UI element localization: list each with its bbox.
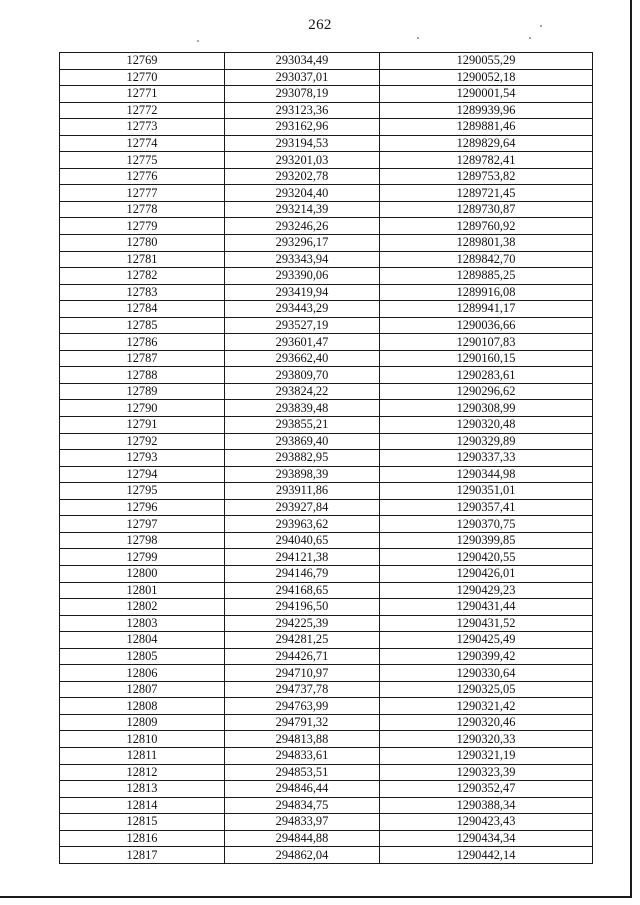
x-coordinate-cell: 293204,40 <box>225 185 380 202</box>
table-row <box>60 119 593 136</box>
table-row <box>60 764 593 781</box>
table-row <box>60 814 593 831</box>
scan-speck <box>417 37 419 39</box>
table-row <box>60 102 593 119</box>
y-coordinate-cell: 1290431,52 <box>380 615 593 632</box>
table-row <box>60 383 593 400</box>
y-coordinate-cell: 1289939,96 <box>380 102 593 119</box>
point-number-cell: 12805 <box>60 648 225 665</box>
y-coordinate-cell: 1290320,48 <box>380 417 593 434</box>
y-coordinate-cell: 1290321,42 <box>380 698 593 715</box>
point-number-cell: 12799 <box>60 549 225 566</box>
table-row <box>60 152 593 169</box>
y-coordinate-cell: 1289916,08 <box>380 284 593 301</box>
point-number-cell: 12797 <box>60 516 225 533</box>
x-coordinate-cell: 294426,71 <box>225 648 380 665</box>
point-number-cell: 12791 <box>60 417 225 434</box>
page-number: 262 <box>308 17 332 33</box>
x-coordinate-cell: 293201,03 <box>225 152 380 169</box>
table-row <box>60 350 593 367</box>
y-coordinate-cell: 1289885,25 <box>380 268 593 285</box>
y-coordinate-cell: 1289782,41 <box>380 152 593 169</box>
x-coordinate-cell: 294710,97 <box>225 665 380 682</box>
x-coordinate-cell: 294737,78 <box>225 681 380 698</box>
table-row <box>60 747 593 764</box>
point-number-cell: 12769 <box>60 53 225 70</box>
x-coordinate-cell: 293911,86 <box>225 483 380 500</box>
table-row <box>60 53 593 70</box>
point-number-cell: 12782 <box>60 268 225 285</box>
table-row <box>60 450 593 467</box>
table-row <box>60 334 593 351</box>
table-row <box>60 417 593 434</box>
table-row <box>60 565 593 582</box>
y-coordinate-cell: 1290283,61 <box>380 367 593 384</box>
table-row <box>60 483 593 500</box>
point-number-cell: 12810 <box>60 731 225 748</box>
point-number-cell: 12803 <box>60 615 225 632</box>
x-coordinate-cell: 294844,88 <box>225 830 380 847</box>
table-row <box>60 532 593 549</box>
x-coordinate-cell: 293343,94 <box>225 251 380 268</box>
x-coordinate-cell: 294833,97 <box>225 814 380 831</box>
table-row <box>60 86 593 103</box>
x-coordinate-cell: 294834,75 <box>225 797 380 814</box>
x-coordinate-cell: 294146,79 <box>225 565 380 582</box>
point-number-cell: 12812 <box>60 764 225 781</box>
scan-speck <box>529 37 531 39</box>
coordinates-table <box>59 52 593 864</box>
table-row <box>60 284 593 301</box>
x-coordinate-cell: 294846,44 <box>225 781 380 798</box>
x-coordinate-cell: 293839,48 <box>225 400 380 417</box>
x-coordinate-cell: 293443,29 <box>225 301 380 318</box>
point-number-cell: 12784 <box>60 301 225 318</box>
point-number-cell: 12795 <box>60 483 225 500</box>
point-number-cell: 12779 <box>60 218 225 235</box>
y-coordinate-cell: 1290370,75 <box>380 516 593 533</box>
point-number-cell: 12811 <box>60 747 225 764</box>
y-coordinate-cell: 1289941,17 <box>380 301 593 318</box>
point-number-cell: 12785 <box>60 317 225 334</box>
y-coordinate-cell: 1289721,45 <box>380 185 593 202</box>
x-coordinate-cell: 293855,21 <box>225 417 380 434</box>
y-coordinate-cell: 1290442,14 <box>380 847 593 864</box>
table-row <box>60 549 593 566</box>
point-number-cell: 12787 <box>60 350 225 367</box>
table-row <box>60 615 593 632</box>
y-coordinate-cell: 1290434,34 <box>380 830 593 847</box>
table-row <box>60 400 593 417</box>
table-row <box>60 69 593 86</box>
table-row <box>60 268 593 285</box>
y-coordinate-cell: 1290337,33 <box>380 450 593 467</box>
point-number-cell: 12801 <box>60 582 225 599</box>
y-coordinate-cell: 1290357,41 <box>380 499 593 516</box>
table-row <box>60 466 593 483</box>
y-coordinate-cell: 1290107,83 <box>380 334 593 351</box>
x-coordinate-cell: 293162,96 <box>225 119 380 136</box>
y-coordinate-cell: 1290351,01 <box>380 483 593 500</box>
x-coordinate-cell: 294121,38 <box>225 549 380 566</box>
table-row <box>60 516 593 533</box>
x-coordinate-cell: 293078,19 <box>225 86 380 103</box>
table-row <box>60 714 593 731</box>
point-number-cell: 12794 <box>60 466 225 483</box>
y-coordinate-cell: 1290423,43 <box>380 814 593 831</box>
x-coordinate-cell: 293824,22 <box>225 383 380 400</box>
x-coordinate-cell: 293123,36 <box>225 102 380 119</box>
x-coordinate-cell: 293214,39 <box>225 201 380 218</box>
point-number-cell: 12771 <box>60 86 225 103</box>
y-coordinate-cell: 1290321,19 <box>380 747 593 764</box>
y-coordinate-cell: 1290308,99 <box>380 400 593 417</box>
table-row <box>60 797 593 814</box>
point-number-cell: 12792 <box>60 433 225 450</box>
point-number-cell: 12817 <box>60 847 225 864</box>
y-coordinate-cell: 1289760,92 <box>380 218 593 235</box>
scan-speck <box>197 40 199 42</box>
y-coordinate-cell: 1290431,44 <box>380 599 593 616</box>
point-number-cell: 12781 <box>60 251 225 268</box>
y-coordinate-cell: 1290325,05 <box>380 681 593 698</box>
point-number-cell: 12813 <box>60 781 225 798</box>
table-row <box>60 698 593 715</box>
x-coordinate-cell: 293527,19 <box>225 317 380 334</box>
y-coordinate-cell: 1290160,15 <box>380 350 593 367</box>
x-coordinate-cell: 293898,39 <box>225 466 380 483</box>
y-coordinate-cell: 1289730,87 <box>380 201 593 218</box>
y-coordinate-cell: 1290296,62 <box>380 383 593 400</box>
y-coordinate-cell: 1290352,47 <box>380 781 593 798</box>
table-row <box>60 367 593 384</box>
y-coordinate-cell: 1290055,29 <box>380 53 593 70</box>
point-number-cell: 12802 <box>60 599 225 616</box>
table-row <box>60 830 593 847</box>
point-number-cell: 12808 <box>60 698 225 715</box>
point-number-cell: 12788 <box>60 367 225 384</box>
point-number-cell: 12798 <box>60 532 225 549</box>
y-coordinate-cell: 1289801,38 <box>380 235 593 252</box>
table-row <box>60 582 593 599</box>
table-row <box>60 301 593 318</box>
point-number-cell: 12790 <box>60 400 225 417</box>
table-row <box>60 218 593 235</box>
point-number-cell: 12776 <box>60 168 225 185</box>
x-coordinate-cell: 293246,26 <box>225 218 380 235</box>
point-number-cell: 12800 <box>60 565 225 582</box>
point-number-cell: 12777 <box>60 185 225 202</box>
x-coordinate-cell: 293390,06 <box>225 268 380 285</box>
point-number-cell: 12789 <box>60 383 225 400</box>
point-number-cell: 12786 <box>60 334 225 351</box>
point-number-cell: 12814 <box>60 797 225 814</box>
point-number-cell: 12796 <box>60 499 225 516</box>
point-number-cell: 12804 <box>60 632 225 649</box>
y-coordinate-cell: 1290036,66 <box>380 317 593 334</box>
point-number-cell: 12816 <box>60 830 225 847</box>
point-number-cell: 12793 <box>60 450 225 467</box>
table-row <box>60 632 593 649</box>
x-coordinate-cell: 294763,99 <box>225 698 380 715</box>
point-number-cell: 12807 <box>60 681 225 698</box>
point-number-cell: 12809 <box>60 714 225 731</box>
x-coordinate-cell: 293419,94 <box>225 284 380 301</box>
y-coordinate-cell: 1289881,46 <box>380 119 593 136</box>
x-coordinate-cell: 294225,39 <box>225 615 380 632</box>
x-coordinate-cell: 294040,65 <box>225 532 380 549</box>
table-row <box>60 135 593 152</box>
y-coordinate-cell: 1290429,23 <box>380 582 593 599</box>
point-number-cell: 12780 <box>60 235 225 252</box>
y-coordinate-cell: 1290426,01 <box>380 565 593 582</box>
y-coordinate-cell: 1290399,85 <box>380 532 593 549</box>
y-coordinate-cell: 1289753,82 <box>380 168 593 185</box>
x-coordinate-cell: 293963,62 <box>225 516 380 533</box>
y-coordinate-cell: 1290329,89 <box>380 433 593 450</box>
x-coordinate-cell: 293927,84 <box>225 499 380 516</box>
x-coordinate-cell: 294833,61 <box>225 747 380 764</box>
y-coordinate-cell: 1290320,46 <box>380 714 593 731</box>
y-coordinate-cell: 1290399,42 <box>380 648 593 665</box>
x-coordinate-cell: 293296,17 <box>225 235 380 252</box>
x-coordinate-cell: 293601,47 <box>225 334 380 351</box>
table-row <box>60 648 593 665</box>
x-coordinate-cell: 293194,53 <box>225 135 380 152</box>
x-coordinate-cell: 294813,88 <box>225 731 380 748</box>
table-row <box>60 251 593 268</box>
x-coordinate-cell: 293037,01 <box>225 69 380 86</box>
y-coordinate-cell: 1290001,54 <box>380 86 593 103</box>
table-row <box>60 317 593 334</box>
point-number-cell: 12778 <box>60 201 225 218</box>
y-coordinate-cell: 1290323,39 <box>380 764 593 781</box>
x-coordinate-cell: 293882,95 <box>225 450 380 467</box>
table-row <box>60 433 593 450</box>
y-coordinate-cell: 1289842,70 <box>380 251 593 268</box>
point-number-cell: 12773 <box>60 119 225 136</box>
y-coordinate-cell: 1290388,34 <box>380 797 593 814</box>
y-coordinate-cell: 1290420,55 <box>380 549 593 566</box>
table-row <box>60 499 593 516</box>
table-row <box>60 847 593 864</box>
point-number-cell: 12770 <box>60 69 225 86</box>
table-row <box>60 599 593 616</box>
scan-speck <box>540 25 542 27</box>
x-coordinate-cell: 294862,04 <box>225 847 380 864</box>
x-coordinate-cell: 293809,70 <box>225 367 380 384</box>
point-number-cell: 12774 <box>60 135 225 152</box>
table-row <box>60 681 593 698</box>
point-number-cell: 12783 <box>60 284 225 301</box>
x-coordinate-cell: 294196,50 <box>225 599 380 616</box>
y-coordinate-cell: 1290344,98 <box>380 466 593 483</box>
y-coordinate-cell: 1290330,64 <box>380 665 593 682</box>
y-coordinate-cell: 1290425,49 <box>380 632 593 649</box>
point-number-cell: 12806 <box>60 665 225 682</box>
point-number-cell: 12772 <box>60 102 225 119</box>
y-coordinate-cell: 1290320,33 <box>380 731 593 748</box>
table-row <box>60 168 593 185</box>
table-row <box>60 781 593 798</box>
y-coordinate-cell: 1289829,64 <box>380 135 593 152</box>
table-row <box>60 185 593 202</box>
table-row <box>60 731 593 748</box>
x-coordinate-cell: 294853,51 <box>225 764 380 781</box>
table-row <box>60 665 593 682</box>
x-coordinate-cell: 294791,32 <box>225 714 380 731</box>
x-coordinate-cell: 293202,78 <box>225 168 380 185</box>
y-coordinate-cell: 1290052,18 <box>380 69 593 86</box>
table-row <box>60 235 593 252</box>
x-coordinate-cell: 293034,49 <box>225 53 380 70</box>
x-coordinate-cell: 293869,40 <box>225 433 380 450</box>
x-coordinate-cell: 293662,40 <box>225 350 380 367</box>
point-number-cell: 12775 <box>60 152 225 169</box>
x-coordinate-cell: 294168,65 <box>225 582 380 599</box>
table-row <box>60 201 593 218</box>
x-coordinate-cell: 294281,25 <box>225 632 380 649</box>
point-number-cell: 12815 <box>60 814 225 831</box>
coordinates-table-body <box>60 53 593 864</box>
